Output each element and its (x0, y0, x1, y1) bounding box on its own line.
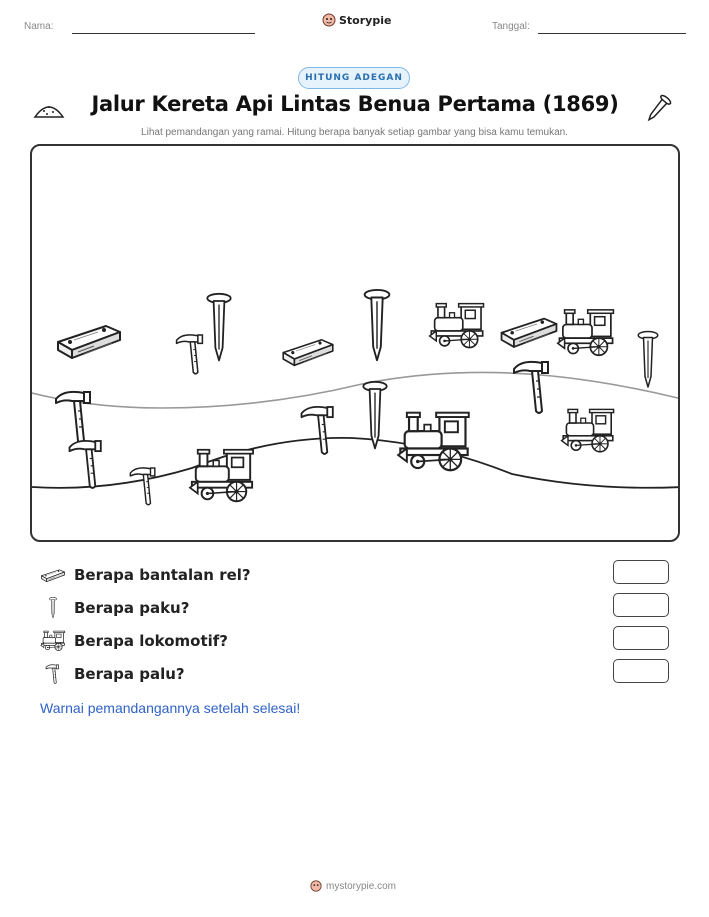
scene-hammer (177, 335, 203, 374)
scene-hammer (302, 407, 333, 454)
scene-hammer (514, 362, 548, 413)
storypie-mascot-icon (310, 880, 322, 892)
coloring-instruction: Warnai pemandangannya setelah selesai! (40, 700, 301, 716)
name-label: Nama: (24, 21, 54, 32)
scene-illustration (32, 146, 680, 542)
answer-box-hammers[interactable] (613, 659, 669, 683)
rail-spike-icon (644, 94, 672, 124)
scene-spike (365, 290, 390, 360)
question-text: Berapa paku? (74, 599, 190, 617)
question-text: Berapa palu? (74, 665, 185, 683)
answer-box-spikes[interactable] (613, 593, 669, 617)
scene-hammer (130, 468, 154, 505)
name-field-line[interactable] (72, 33, 255, 34)
question-spikes (40, 596, 680, 620)
storypie-logo (322, 13, 391, 27)
railroad-tie-icon (40, 564, 66, 586)
scene-hammer (56, 392, 90, 443)
scene-hammer (70, 441, 101, 488)
question-railroad-ties (40, 563, 680, 587)
hammer-icon (40, 663, 66, 685)
page-title: Jalur Kereta Api Lintas Benua Pertama (1869) (91, 92, 619, 116)
footer-url: mystorypie.com (326, 880, 397, 892)
footer-brand (310, 880, 396, 892)
date-field-line[interactable] (538, 33, 686, 34)
scene-locomotive (430, 304, 484, 348)
worksheet-header (0, 0, 709, 40)
answer-box-locomotives[interactable] (613, 626, 669, 650)
scene-railroad-tie (58, 326, 120, 358)
storypie-mascot-icon (322, 13, 336, 27)
spike-icon (40, 597, 66, 619)
scene-spike (207, 294, 230, 361)
scene-locomotive (398, 413, 469, 471)
question-text: Berapa bantalan rel? (74, 566, 251, 584)
answer-box-railroad-ties[interactable] (613, 560, 669, 584)
sand-pile-icon (33, 97, 65, 121)
counting-scene (30, 144, 680, 542)
scene-railroad-tie (283, 340, 333, 366)
question-hammers (40, 662, 680, 686)
locomotive-icon (40, 630, 66, 652)
instructions: Lihat pemandangan yang ramai. Hitung berapa banyak setiap gambar yang bisa kamu temukan. (141, 127, 568, 138)
title-row (0, 92, 709, 126)
question-locomotives (40, 629, 680, 653)
question-text: Berapa lokomotif? (74, 632, 229, 650)
brand-name: Storypie (339, 13, 392, 27)
date-label: Tanggal: (492, 21, 530, 32)
scene-locomotive (562, 409, 614, 451)
activity-badge: HITUNG ADEGAN (298, 67, 410, 89)
scene-railroad-tie (502, 319, 557, 347)
scene-locomotive (558, 310, 614, 355)
scene-spike (638, 332, 658, 388)
